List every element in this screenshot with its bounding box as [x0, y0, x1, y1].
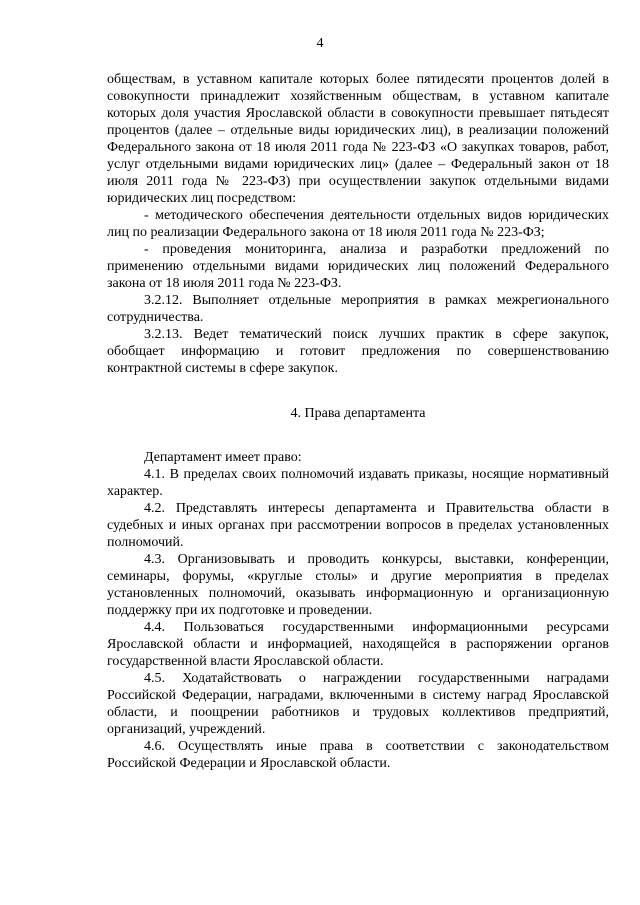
- clause-4-5: 4.5. Ходатайствовать о награждении государственными наградами Российской Федерации, наградами, включенными в систему наград Ярославской области, и поощрении работников и трудовых коллективов предприятий, организаций, учреждений.: [107, 671, 609, 737]
- clause-4-4: 4.4. Пользоваться государственными информационными ресурсами Ярославской области и информацией, находящейся в распоряжении органов государственной власти Ярославской области.: [107, 620, 609, 669]
- rights-intro: Департамент имеет право:: [144, 450, 302, 465]
- page-number: 4: [316, 36, 324, 51]
- section-heading: 4. Права департамента: [290, 406, 426, 421]
- clause-4-3: 4.3. Организовывать и проводить конкурсы, выставки, конференции, семинары, форумы, «круглые столы» и другие мероприятия в пределах установленных полномочий, оказывать информационную и организационную поддержку при их подготовке и проведении.: [107, 552, 609, 618]
- list-item-monitoring: - проведения мониторинга, анализа и разработки предложений по применению отдельными видами юридических лиц положений Федерального закона от 18 июля 2011 года № 223-ФЗ.: [107, 242, 609, 291]
- clause-4-6: 4.6. Осуществлять иные права в соответствии с законодательством Российской Федерации и Ярославской области.: [107, 739, 609, 771]
- clause-4-2: 4.2. Представлять интересы департамента и Правительства области в судебных и иных органах при рассмотрении вопросов в пределах установленных полномочий.: [107, 501, 609, 550]
- clause-4-1: 4.1. В пределах своих полномочий издавать приказы, носящие нормативный характер.: [107, 467, 609, 499]
- clause-3-2-12: 3.2.12. Выполняет отдельные мероприятия в рамках межрегионального сотрудничества.: [107, 293, 609, 325]
- document-body: [107, 71, 609, 772]
- list-item-methodological-support: - методического обеспечения деятельности отдельных видов юридических лиц по реализации Федерального закона от 18 июля 2011 года № 223-ФЗ;: [107, 208, 609, 240]
- paragraph-intro-continuation: обществам, в уставном капитале которых более пятидесяти процентов долей в совокупности принадлежит хозяйственным обществам, в уставном капитале которых доля участия Ярославской области в совокупности превышает пятьдесят процентов (далее – отдельные виды юридических лиц), в реализации положений Федерального закона от 18 июля 2011 года № 223-ФЗ «О закупках товаров, работ, услуг отдельными видами юридических лиц» (далее – Федеральный закон от 18 июля 2011 года № 223-ФЗ) при осуществлении закупок отдельными видами юридических лиц посредством:: [107, 72, 609, 206]
- clause-3-2-13: 3.2.13. Ведет тематический поиск лучших практик в сфере закупок, обобщает информацию и готовит предложения по совершенствованию контрактной системы в сфере закупок.: [107, 327, 609, 376]
